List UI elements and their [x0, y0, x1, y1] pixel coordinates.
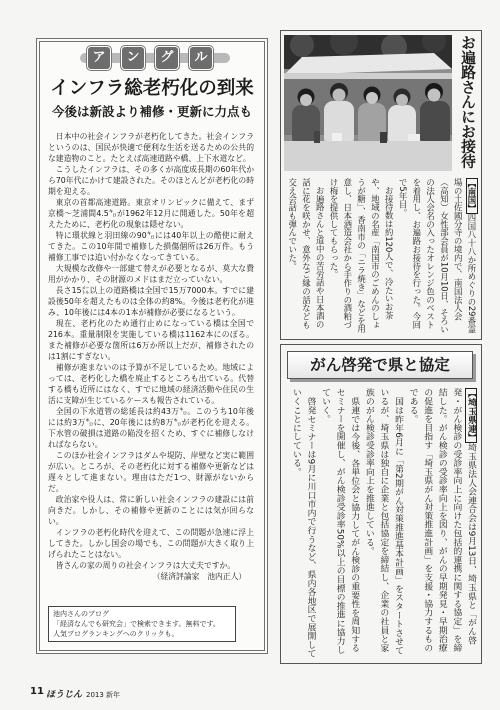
ohenro-body: [284, 178, 478, 334]
gan-paragraph: 県連では今後、各単位会と協力してがん検診の重要性を周知するセミナーを開催し、がん検診受診率50%以上の目標の推進に協力していく。: [320, 388, 360, 654]
angle-byline: （経済評論家 池内正人）: [152, 572, 247, 581]
gan-paragraph: [405, 388, 478, 658]
ohenro-paragraph: お接待数は約120人で、冷たいお茶や、地域の名産「南国市のごめんのしょうが糖」、香南市の「ニラ焼き」などを用意し、日本酒造会社から手作りの酒粕づけ梅を提供してもらった。: [329, 178, 395, 334]
ohenro-paragraph: [395, 178, 478, 334]
angle-paragraph: 長さ15㍍以上の道路橋は全国で15万7000本。すでに建設後50年を超えたものは全体の約8%。今後は老朽化が進み、10年後には4本の1本が補修が必要になるという。: [48, 286, 254, 317]
angle-paragraph: このほか社会インフラはダムや堤防、岸壁など実に範囲が広い。ところが、その老朽化に対する補修や更新などは遅々として進まない。理由はただ1つ、財源がないからだ。: [48, 451, 254, 493]
magazine-name: ほうじん: [46, 690, 83, 700]
gan-paragraph-text: 埼玉県法人会連合会は9月13日、埼玉県と「がん啓発・がん検診の受診率向上に向けた包括的連携に関する協定」を締結した。がん検診の受診率向上を図り、がんの早期発見・早期治療の促進を目指す「埼玉県がん対策推進計画」を支援・協力するものである。: [407, 388, 476, 652]
angle-title: インフラ総老朽化の到来: [50, 78, 254, 99]
page-number: 11: [30, 686, 44, 697]
angle-paragraph: 日本中の社会インフラが老朽化してきた。社会インフラというのは、国民が快適で便利な生活を送るための公共的な建造物のこと。たとえば高速道路や橋、上下水道など。: [48, 132, 254, 163]
gan-headline: がん啓発で県と協定: [287, 351, 473, 379]
angle-banner-tile: ル: [190, 47, 212, 69]
angle-paragraph: 補修が進まないのは予算が不足しているため。地域によっては、老朽化した橋を廃止するところも出ている。代替する橋も近所にはなく、すでに地域の経済活動や住民の生活に支障が生じているケースも報告されている。: [48, 363, 254, 405]
angle-paragraph: 大規模な改修や一部建て替えが必要となるが、莫大な費用がかかり、その財源のメドはまだ立っていない。: [48, 264, 254, 284]
blog-notice-line: 池内さんのブログ: [53, 610, 109, 618]
angle-body: [48, 131, 254, 582]
ohenro-paragraph-text: 四国八十八か所めぐりの29番霊場の土佐國分寺の境内で、南国法人会（高知）女性部会員が10月10日、そろいの法人会名の入ったオレンジ色のベストを着用し、お遍路お接待を行った。今回で5年目。: [398, 178, 477, 334]
angle-paragraph: 東京の首都高速道路。東京オリンピックに備えて、まず京橋～芝浦間4.5㌔が1962年12月に開通した。50年を超えたために、老朽化の現象は隠せない。: [48, 198, 254, 229]
angle-paragraph: 皆さんの家の周りの社会インフラは大丈夫ですか。: [55, 561, 236, 570]
angle-paragraph: 現在、老朽化のため通行止めになっている橋は全国で216本。重量制限を実施している橋は1162本にのぼる。また補修が必要な箇所は6万か所以上だが、補修されたのは1割にすぎない。: [48, 319, 254, 361]
angle-banner-tile: グ: [156, 47, 178, 69]
angle-subtitle: 今後は新設より補修・更新に力点も: [51, 104, 252, 119]
ohenro-photo: [284, 35, 452, 171]
region-label: 【南国】: [467, 179, 477, 213]
issue-label: 2013 新年: [86, 691, 121, 699]
gan-paragraph: 国は昨年6月に「第2期がん対策推進基本計画」をスタートさせているが、埼玉県は独自に企業と包括協定を締結し、企業の社員と家族のがん検診受診率向上を推進している。: [363, 388, 404, 655]
blog-notice-box: [48, 606, 236, 642]
angle-paragraph: 特に環状線と羽田線の90㌔には40年以上の酷使に耐えてきた。この10年間で補修した損傷個所は26万件。もう補修工事では追い付かなくなってきている。: [48, 231, 254, 262]
ohenro-paragraph: お遍路さんと道中の苦労話や日本酒の話に花を咲かせ、意外なご縁の話なども交え会話も弾んでいた。: [287, 178, 326, 330]
gan-paragraph: 啓発セミナーは9月に川口市内で行うなど、県内各地区で展開していくことにしている。: [290, 388, 316, 658]
angle-paragraph: こうしたインフラは、その多くが高度成長期の60年代から70年代にかけて建設された。そのほとんどが老朽化の時期を迎える。: [48, 165, 254, 196]
angle-banner-tile: ン: [122, 47, 144, 69]
angle-banner-tile: ア: [88, 47, 110, 69]
gan-body: [284, 388, 478, 658]
angle-paragraph: 政治家や役人は、常に新しい社会インフラの建設には前向きだ。しかし、その補修や更新のことには気が回らない。: [48, 495, 254, 526]
region-label: 【埼玉県連】: [466, 389, 476, 442]
ohenro-headline: お遍路さんにお接待: [459, 35, 476, 169]
photo-tent: [284, 53, 452, 79]
angle-paragraph: インフラの老朽化時代を迎えて、この問題が急速に浮上してきた。しかし国会の場でも、この問題が大きく取り上げられたことはない。: [48, 528, 254, 559]
angle-paragraph: 全国の下水道管の総延長は約43万㌔。このうち10年後には約3万㌔に、20年後には約8万㌔が老朽化を迎える。下水管の破損は道路の陥没を招くため、すぐに補修しなければならない。: [48, 407, 254, 449]
blog-notice-line: 人気ブログランキングへのクリックも。: [53, 630, 179, 638]
blog-notice-line: 「経済なんでも研究会」で検索できます。無料です。: [53, 620, 220, 628]
